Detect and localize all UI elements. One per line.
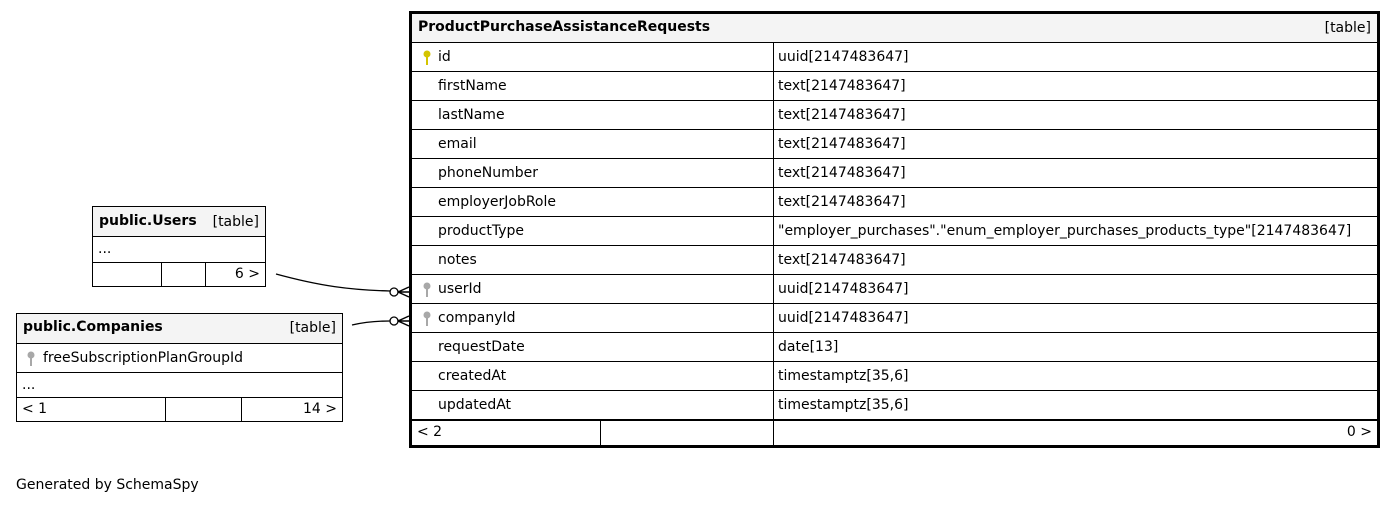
column-type: text[2147483647] [778,252,906,268]
crowfoot-icon [398,287,409,297]
column-name: notes [438,252,477,268]
column-type: text[2147483647] [778,194,906,210]
edge-companies-to-companyid[interactable] [352,316,409,326]
zero-marker-icon [390,317,398,325]
table-kind: [table] [212,214,259,230]
column-type: uuid[2147483647] [778,281,909,297]
column-name: requestDate [438,339,525,355]
column-name: id [438,49,451,65]
column-name: productType [438,223,525,239]
column-name: updatedAt [438,397,512,413]
column-name: lastName [438,107,505,123]
column-type: text[2147483647] [778,78,906,94]
column-name: freeSubscriptionPlanGroupId [43,350,244,366]
column-type: uuid[2147483647] [778,310,909,326]
column-name: phoneNumber [438,165,539,181]
table-name: public.Companies [23,319,163,335]
table-name: public.Users [99,213,197,229]
column-type: text[2147483647] [778,165,906,181]
ellipsis: ... [98,241,112,257]
zero-marker-icon [390,288,398,296]
column-type: uuid[2147483647] [778,49,909,65]
column-name: employerJobRole [438,194,556,210]
crowfoot-icon [398,316,409,326]
children-count[interactable]: 0 > [1346,424,1372,440]
column-type: timestamptz[35,6] [778,397,909,413]
generated-by-label: Generated by SchemaSpy [16,477,199,493]
column-name: createdAt [438,368,507,384]
column-type: text[2147483647] [778,136,906,152]
column-name: email [438,136,477,152]
column-type: timestamptz[35,6] [778,368,909,384]
column-type: "employer_purchases"."enum_employer_purchases_products_type"[2147483647] [778,223,1352,239]
children-count[interactable]: 14 > [303,401,337,417]
children-count[interactable]: 6 > [234,266,260,282]
ellipsis: ... [22,377,36,393]
table-name: ProductPurchaseAssistanceRequests [418,19,711,35]
table-kind: [table] [289,320,336,336]
edge-users-to-userid[interactable] [276,274,409,297]
column-name: firstName [438,78,507,94]
column-name: userId [438,281,482,297]
parents-count[interactable]: < 2 [417,424,443,440]
column-type: date[13] [778,339,839,355]
parents-count[interactable]: < 1 [22,401,48,417]
column-type: text[2147483647] [778,107,906,123]
column-name: companyId [438,310,516,326]
table-kind: [table] [1324,20,1371,36]
